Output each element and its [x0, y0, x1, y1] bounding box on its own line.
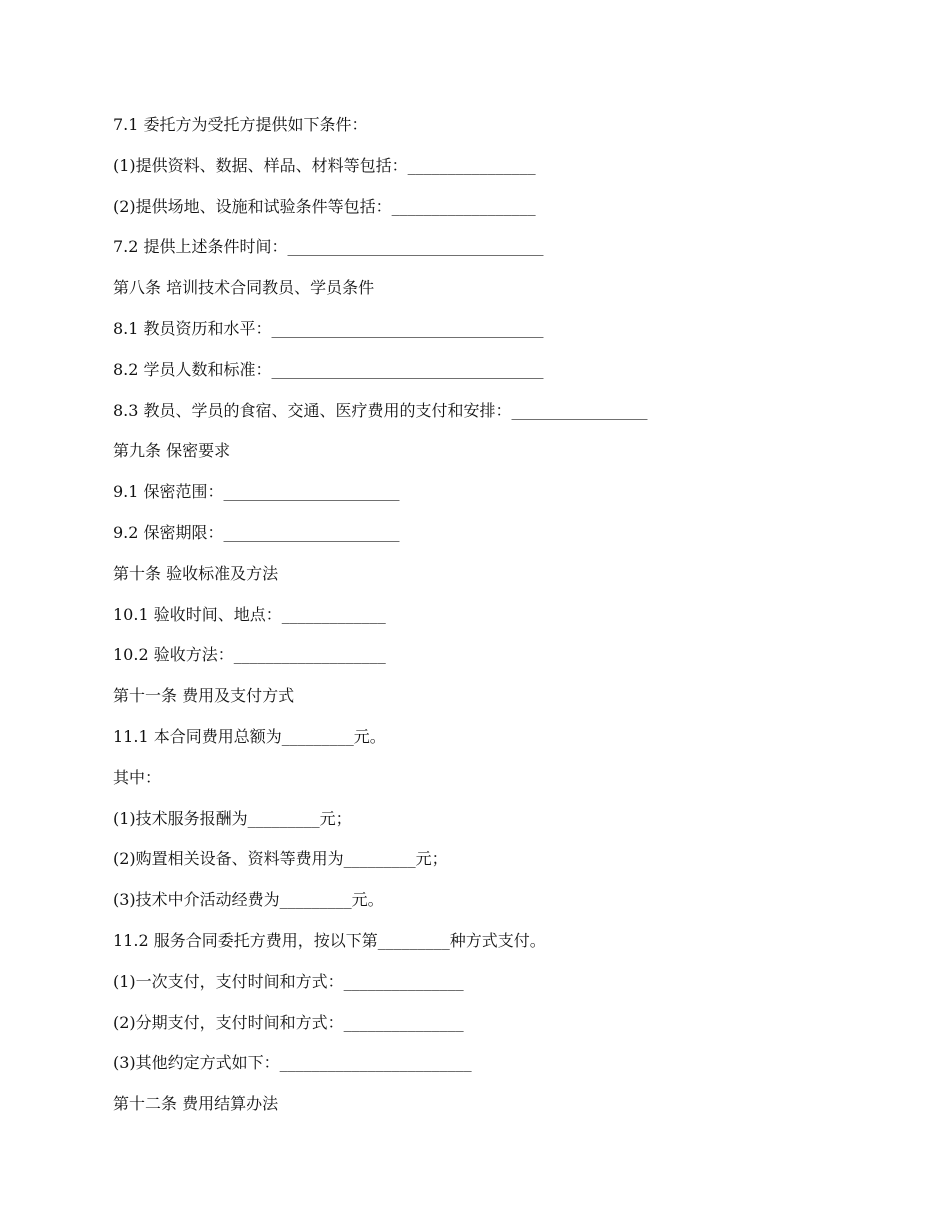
- clause-11-2-item-2: (2)分期支付，支付时间和方式：_______________: [113, 1012, 464, 1032]
- clause-11-2-item-1: (1)一次支付，支付时间和方式：_______________: [113, 971, 464, 991]
- clause-9-2: 9.2 保密期限：______________________: [113, 522, 400, 542]
- clause-11-1-item-2: (2)购置相关设备、资料等费用为_________元；: [113, 849, 448, 869]
- clause-9-1: 9.1 保密范围：______________________: [113, 482, 400, 502]
- clause-8-1: 8.1 教员资历和水平：__________________________________: [113, 318, 544, 338]
- clause-11-1-item-3: (3)技术中介活动经费为_________元。: [113, 890, 384, 910]
- clause-10-2: 10.2 验收方法：___________________: [113, 645, 386, 665]
- article-9-heading: 第九条 保密要求: [113, 441, 231, 461]
- article-12-heading: 第十二条 费用结算办法: [113, 1094, 279, 1114]
- document-body: [113, 112, 873, 1132]
- clause-11-1: 11.1 本合同费用总额为_________元。: [113, 726, 386, 746]
- clause-11-2-item-3: (3)其他约定方式如下：________________________: [113, 1053, 472, 1073]
- clause-7-1: 7.1 委托方为受托方提供如下条件：: [113, 115, 368, 134]
- clause-11-1-intro: 其中：: [113, 767, 162, 787]
- article-8-heading: 第八条 培训技术合同教员、学员条件: [113, 278, 375, 298]
- clause-11-1-item-1: (1)技术服务报酬为_________元；: [113, 808, 352, 828]
- clause-10-1: 10.1 验收时间、地点：_____________: [113, 604, 386, 624]
- clause-11-2: 11.2 服务合同委托方费用，按以下第_________种方式支付。: [113, 930, 546, 950]
- clause-7-2: 7.2 提供上述条件时间：________________________________: [113, 237, 544, 257]
- article-11-heading: 第十一条 费用及支付方式: [113, 686, 295, 706]
- clause-7-1-item-2: (2)提供场地、设施和试验条件等包括：__________________: [113, 196, 536, 216]
- article-10-heading: 第十条 验收标准及方法: [113, 563, 279, 583]
- clause-8-2: 8.2 学员人数和标准：__________________________________: [113, 359, 544, 379]
- clause-8-3: 8.3 教员、学员的食宿、交通、医疗费用的支付和安排：_________________: [113, 400, 648, 420]
- clause-7-1-item-1: (1)提供资料、数据、样品、材料等包括：________________: [113, 155, 536, 175]
